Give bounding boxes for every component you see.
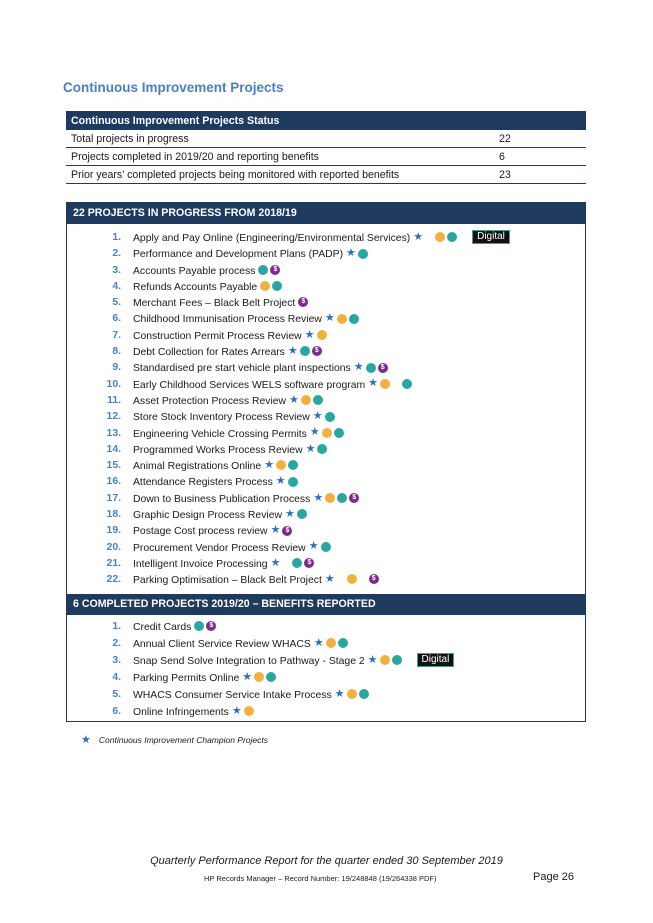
orange-circle-icon (435, 232, 445, 242)
star-icon: ★ (231, 704, 242, 717)
star-icon: ★ (275, 475, 286, 488)
teal-circle-icon (325, 412, 335, 422)
orange-circle-icon (347, 574, 357, 584)
item-number: 11. (107, 394, 121, 406)
teal-circle-icon (338, 638, 348, 648)
item-number: 8. (112, 346, 121, 358)
item-number: 22. (106, 574, 121, 586)
project-icons (305, 442, 329, 458)
orange-circle-icon (301, 395, 311, 405)
item-text (133, 619, 217, 636)
project-icons (309, 426, 345, 442)
row-value: 6 (491, 148, 586, 166)
list-item (67, 263, 585, 279)
dollar-circle-icon: $ (206, 621, 216, 631)
dollar-circle-icon: $ (298, 297, 308, 307)
dollar-circle-icon: $ (304, 558, 314, 568)
orange-circle-icon (337, 314, 347, 324)
page-number: Page 26 (533, 871, 574, 883)
item-text (133, 687, 370, 704)
table-row (66, 148, 586, 166)
star-icon: ★ (353, 361, 364, 374)
project-name: Parking Optimisation – Black Belt Project (133, 574, 322, 586)
project-name: Parking Permits Online (133, 672, 240, 684)
item-text (133, 442, 328, 459)
item-number: 2. (112, 248, 121, 260)
orange-circle-icon (276, 460, 286, 470)
project-name: Debt Collection for Rates Arrears (133, 346, 285, 358)
list-item (67, 246, 585, 262)
orange-circle-icon (322, 428, 332, 438)
dollar-circle-icon: $ (369, 574, 379, 584)
star-icon: ★ (285, 507, 295, 520)
list-item (67, 619, 585, 636)
star-icon: ★ (324, 572, 335, 585)
teal-circle-icon (358, 249, 368, 259)
item-text (133, 523, 293, 540)
item-text (133, 263, 281, 280)
project-icons (412, 230, 510, 246)
row-label: Total projects in progress (66, 130, 491, 148)
in-progress-header: 22 PROJECTS IN PROGRESS FROM 2018/19 (67, 203, 585, 224)
project-icons (313, 636, 349, 652)
teal-circle-icon (317, 444, 327, 454)
item-number: 1. (112, 621, 121, 632)
teal-circle-icon (366, 363, 376, 373)
list-item (67, 491, 585, 507)
star-icon: ★ (287, 344, 298, 357)
project-icons (312, 491, 360, 507)
orange-circle-icon (260, 281, 270, 291)
project-icons (259, 279, 283, 295)
star-icon: ★ (313, 491, 324, 504)
section-title: Continuous Improvement Projects (63, 80, 284, 95)
star-icon: ★ (81, 734, 91, 747)
legend-text: Continuous Improvement Champion Projects (98, 735, 269, 745)
project-icons (287, 344, 323, 360)
orange-circle-icon (244, 706, 254, 716)
item-number: 10. (106, 378, 121, 390)
project-icons (241, 670, 277, 686)
item-text (133, 360, 389, 377)
orange-circle-icon (380, 655, 390, 665)
orange-circle-icon (326, 638, 336, 648)
teal-circle-icon (337, 493, 347, 503)
list-item (67, 328, 585, 344)
list-item (67, 670, 585, 687)
item-number: 5. (112, 297, 121, 309)
item-number: 14. (106, 443, 121, 455)
project-name: Animal Registrations Online (133, 460, 262, 472)
item-number: 1. (112, 232, 121, 243)
project-icons (312, 409, 336, 425)
teal-circle-icon (313, 395, 323, 405)
project-name: Intelligent Invoice Processing (133, 558, 268, 570)
list-item (67, 687, 585, 704)
item-number: 5. (112, 689, 121, 700)
project-icons (367, 377, 413, 393)
teal-circle-icon (447, 232, 457, 242)
project-name: Asset Protection Process Review (133, 395, 287, 407)
project-icons (345, 246, 369, 262)
dollar-circle-icon: $ (349, 493, 359, 503)
item-text (133, 507, 308, 524)
item-number: 18. (106, 509, 121, 521)
star-icon: ★ (313, 636, 324, 649)
project-icons (324, 311, 360, 327)
star-icon: ★ (304, 328, 315, 341)
project-name: Store Stock Inventory Process Review (133, 412, 310, 424)
list-item (67, 507, 585, 523)
row-value: 23 (491, 166, 586, 184)
list-item (67, 360, 585, 376)
projects-box (66, 202, 586, 722)
item-text (133, 572, 380, 589)
project-icons (263, 458, 299, 474)
status-table (66, 111, 586, 184)
list-item (67, 230, 585, 246)
project-name: Attendance Registers Process (133, 477, 273, 489)
list-item (67, 442, 585, 458)
list-item (67, 393, 585, 409)
footer-record-number: HP Records Manager – Record Number: 19/248848 (19/264338 PDF) (204, 874, 437, 883)
teal-circle-icon (334, 428, 344, 438)
project-name: Childhood Immunisation Process Review (133, 314, 322, 326)
row-value: 22 (491, 130, 586, 148)
dollar-circle-icon: $ (378, 363, 388, 373)
teal-circle-icon (272, 281, 282, 291)
item-number: 13. (106, 427, 121, 439)
item-number: 20. (106, 541, 121, 553)
item-number: 19. (106, 525, 121, 537)
project-name: WHACS Consumer Service Intake Process (133, 689, 332, 701)
completed-header: 6 COMPLETED PROJECTS 2019/20 – BENEFITS REPORTED (67, 594, 585, 615)
project-icons (193, 619, 217, 635)
project-icons (367, 653, 455, 669)
footer-title: Quarterly Performance Report for the quarter ended 30 September 2019 (150, 855, 503, 867)
project-name: Procurement Vendor Process Review (133, 542, 306, 554)
list-item (67, 704, 585, 721)
item-text (133, 344, 323, 361)
project-icons (257, 263, 281, 279)
star-icon: ★ (242, 670, 253, 683)
project-name: Postage Cost process review (133, 526, 268, 538)
table-row (66, 166, 586, 184)
row-label: Prior years’ completed projects being monitored with reported benefits (66, 166, 491, 184)
item-number: 15. (106, 460, 121, 472)
orange-circle-icon (254, 672, 264, 682)
project-name: Annual Client Service Review WHACS (133, 638, 311, 650)
item-text (133, 426, 345, 443)
list-item (67, 426, 585, 442)
orange-circle-icon (380, 379, 390, 389)
project-icons (304, 328, 328, 344)
item-text (133, 246, 369, 263)
item-text (133, 653, 454, 670)
list-item (67, 556, 585, 572)
project-name: Performance and Development Plans (PADP) (133, 249, 344, 261)
item-text (133, 328, 328, 345)
item-text (133, 636, 349, 653)
list-item (67, 572, 585, 588)
item-text (133, 556, 315, 573)
project-name: Snap Send Solve Integration to Pathway - Stage 2 (133, 655, 365, 667)
project-name: Engineering Vehicle Crossing Permits (133, 428, 307, 440)
item-text (133, 377, 413, 394)
star-icon: ★ (346, 247, 356, 260)
list-item (67, 279, 585, 295)
project-icons (270, 523, 294, 539)
in-progress-list (67, 230, 585, 589)
list-item (67, 523, 585, 539)
teal-circle-icon (321, 542, 331, 552)
item-number: 6. (112, 313, 121, 325)
item-text (133, 393, 324, 410)
item-number: 2. (112, 638, 121, 649)
teal-circle-icon (194, 621, 204, 631)
item-text (133, 491, 360, 508)
project-icons (284, 507, 308, 523)
star-icon: ★ (308, 540, 319, 553)
item-number: 3. (112, 655, 121, 666)
star-icon: ★ (270, 556, 281, 569)
teal-circle-icon (402, 379, 412, 389)
teal-circle-icon (288, 477, 298, 487)
teal-circle-icon (300, 346, 310, 356)
item-number: 4. (112, 280, 121, 292)
item-number: 6. (112, 706, 121, 717)
item-number: 7. (112, 329, 121, 341)
project-icons (288, 393, 324, 409)
status-table-header: Continuous Improvement Projects Status (66, 111, 586, 130)
star-icon: ★ (334, 687, 345, 700)
star-icon: ★ (368, 377, 379, 390)
item-text (133, 279, 283, 296)
item-text (133, 230, 510, 247)
item-number: 16. (106, 476, 121, 488)
orange-circle-icon (325, 493, 335, 503)
star-icon: ★ (309, 426, 320, 439)
item-text (133, 670, 277, 687)
project-icons (308, 540, 332, 556)
star-icon: ★ (413, 230, 424, 243)
legend (80, 735, 268, 746)
star-icon: ★ (305, 442, 316, 455)
project-name: Merchant Fees – Black Belt Project (133, 297, 296, 309)
project-name: Construction Permit Process Review (133, 330, 302, 342)
completed-list (67, 619, 585, 721)
project-name: Credit Cards (133, 621, 192, 633)
teal-circle-icon (359, 689, 369, 699)
list-item (67, 474, 585, 490)
teal-circle-icon (349, 314, 359, 324)
project-icons (334, 687, 370, 703)
digital-badge: Digital (472, 230, 510, 244)
project-name: Down to Business Publication Process (133, 493, 311, 505)
item-text (133, 458, 299, 475)
item-number: 17. (106, 492, 121, 504)
item-number: 9. (112, 362, 121, 374)
row-label: Projects completed in 2019/20 and reporting benefits (66, 148, 491, 166)
project-icons (231, 704, 255, 720)
teal-circle-icon (288, 460, 298, 470)
teal-circle-icon (292, 558, 302, 568)
item-text (133, 704, 255, 721)
list-item (67, 458, 585, 474)
item-text (133, 474, 299, 491)
dollar-circle-icon: $ (282, 526, 292, 536)
item-text (133, 409, 336, 426)
list-item (67, 540, 585, 556)
star-icon: ★ (270, 524, 281, 537)
item-number: 4. (112, 672, 121, 683)
project-name: Programmed Works Process Review (133, 444, 303, 456)
item-number: 12. (106, 411, 121, 423)
item-text (133, 540, 332, 557)
list-item (67, 295, 585, 311)
project-name: Apply and Pay Online (Engineering/Environmental Services) (133, 232, 411, 244)
teal-circle-icon (392, 655, 402, 665)
digital-badge: Digital (417, 653, 455, 667)
teal-circle-icon (266, 672, 276, 682)
teal-circle-icon (297, 509, 307, 519)
star-icon: ★ (264, 458, 275, 471)
list-item (67, 377, 585, 393)
project-name: Accounts Payable process (133, 265, 256, 277)
star-icon: ★ (367, 653, 378, 666)
orange-circle-icon (347, 689, 357, 699)
list-item (67, 653, 585, 670)
project-name: Early Childhood Services WELS software program (133, 379, 366, 391)
star-icon: ★ (324, 312, 335, 325)
project-icons (275, 474, 299, 490)
star-icon: ★ (289, 393, 299, 406)
table-row (66, 130, 586, 148)
item-number: 3. (112, 264, 121, 276)
project-icons (353, 360, 389, 376)
teal-circle-icon (258, 265, 268, 275)
project-name: Refunds Accounts Payable (133, 281, 258, 293)
project-icons (324, 572, 380, 588)
star-icon: ★ (312, 410, 323, 423)
project-name: Standardised pre start vehicle plant inspections (133, 363, 351, 375)
list-item (67, 344, 585, 360)
item-text (133, 311, 360, 328)
dollar-circle-icon: $ (270, 265, 280, 275)
project-icons (270, 556, 316, 572)
list-item (67, 409, 585, 425)
orange-circle-icon (317, 330, 327, 340)
item-text (133, 295, 309, 312)
project-name: Online Infringements (133, 706, 229, 718)
dollar-circle-icon: $ (312, 346, 322, 356)
project-name: Graphic Design Process Review (133, 509, 282, 521)
list-item (67, 636, 585, 653)
item-number: 21. (106, 557, 121, 569)
project-icons (297, 295, 309, 311)
list-item (67, 311, 585, 327)
